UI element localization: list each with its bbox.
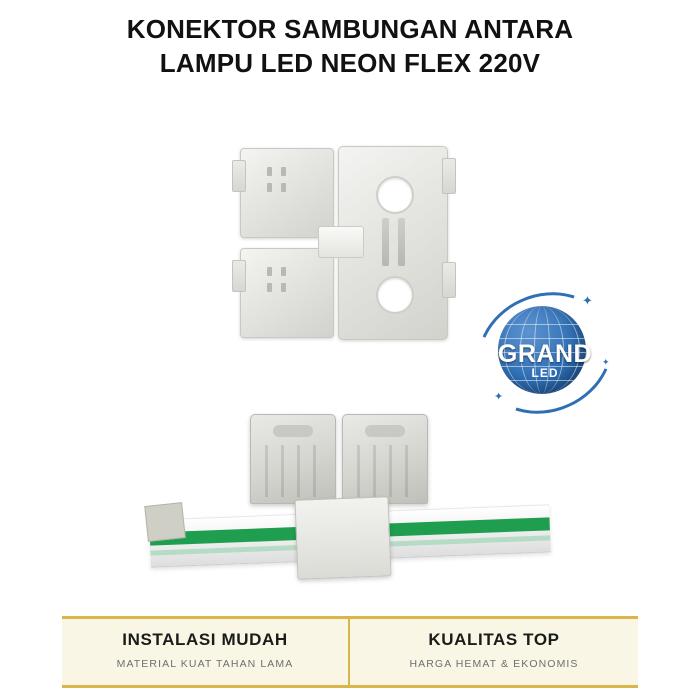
logo-sub-text: LED bbox=[531, 366, 559, 380]
connector-lug bbox=[232, 160, 246, 192]
strip-end-cap bbox=[144, 502, 186, 542]
page-title bbox=[0, 12, 700, 80]
connector-pin bbox=[398, 218, 405, 266]
connector-photo-top bbox=[210, 120, 500, 360]
connector-block-top-left bbox=[240, 148, 334, 238]
connector-clip-right bbox=[342, 414, 428, 504]
title-line-1: KONEKTOR SAMBUNGAN ANTARA bbox=[126, 14, 574, 44]
logo-brand-text: GRAND bbox=[497, 340, 593, 368]
feature-cell-2 bbox=[350, 619, 638, 685]
feature-title: KUALITAS TOP bbox=[428, 630, 560, 649]
title-line-2: LAMPU LED NEON FLEX 220V bbox=[159, 48, 541, 78]
connector-clip-base bbox=[294, 496, 391, 580]
feature-subtitle: HARGA HEMAT & EKONOMIS bbox=[409, 658, 579, 670]
connector-middle-clip bbox=[318, 226, 364, 258]
connector-clip-left bbox=[250, 414, 336, 504]
connector-hole bbox=[376, 276, 414, 314]
sparkle-icon: ✦ bbox=[494, 391, 504, 403]
feature-bar bbox=[62, 616, 638, 688]
connector-lug bbox=[442, 158, 456, 194]
connector-pin bbox=[382, 218, 389, 266]
feature-cell-1 bbox=[62, 619, 350, 685]
connector-lug bbox=[442, 262, 456, 298]
connector-hole bbox=[376, 176, 414, 214]
connector-lug bbox=[232, 260, 246, 292]
connector-clip-assembly bbox=[250, 414, 430, 564]
connector-parts-group bbox=[230, 130, 480, 350]
connector-photo-bottom bbox=[150, 408, 550, 598]
feature-title: INSTALASI MUDAH bbox=[122, 630, 288, 649]
feature-subtitle: MATERIAL KUAT TAHAN LAMA bbox=[116, 658, 294, 670]
sparkle-icon: ✦ bbox=[602, 357, 610, 367]
connector-block-bottom-left bbox=[240, 248, 334, 338]
grand-led-logo bbox=[470, 288, 620, 418]
sparkle-icon: ✦ bbox=[582, 293, 593, 308]
